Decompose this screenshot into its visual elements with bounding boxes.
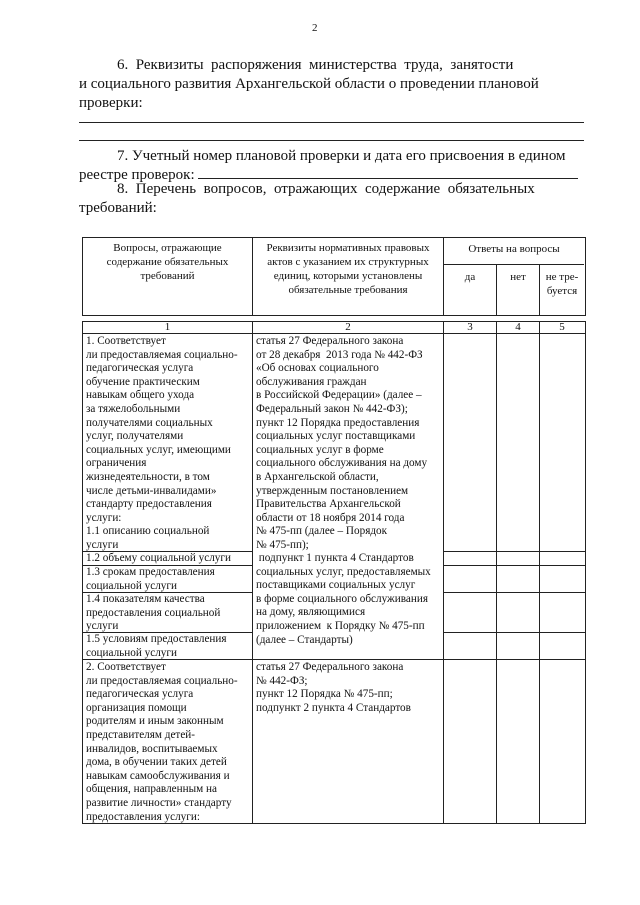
fill-line-1: [79, 122, 584, 123]
header-answers: Ответы на вопросы: [468, 243, 560, 255]
column-number-row-border: [82, 333, 585, 334]
question-1-2: 1.2 объему социальной услуги: [86, 552, 231, 564]
requisites-2-text: статья 27 Федерального закона № 442-ФЗ; пункт 12 Порядка № 475-пп; подпункт 2 пункта 4 Стандартов: [256, 661, 411, 714]
column-number: 5: [559, 321, 565, 333]
requisites-1-text: статья 27 Федерального закона от 28 декабря 2013 года № 442-ФЗ «Об основах социального обслуживания граждан в Российской Федерации» (далее – Федеральный закон № 442-ФЗ); пункт 12 Порядка предоставления социальных услуг поставщиками социальных услуг в форме социального обслуживания на дому в Архангельской области, утвержденным постановлением Правительства Архангельской области от 18 ноября 2014 года № 475-пп (далее – Порядок № 475-пп);: [256, 335, 428, 551]
header-requisites: Реквизиты нормативных правовых актов с указанием их структурных единиц, которыми установлены обязательные требования: [266, 242, 430, 296]
question-1-3: 1.3 срокам предоставления социальной услуги: [86, 566, 215, 592]
section-6-line2: и социального развития Архангельской области о проведении плановой: [79, 76, 539, 92]
header-no: нет: [510, 271, 526, 283]
requisites-1-2-5-text: подпункт 1 пункта 4 Стандартов социальных услуг, предоставляемых поставщиками социальных услуг в форме социального обслуживания на дому, являющимися приложением к Порядку № 475-пп (далее – Стандарты): [256, 552, 431, 646]
question-1-5: 1.5 условиям предоставления социальной услуги: [86, 633, 227, 659]
column-number: 4: [515, 321, 521, 333]
column-number: 2: [345, 321, 351, 333]
column-number: 1: [164, 321, 171, 333]
fill-line-2: [79, 140, 584, 141]
section-8-line2: требований:: [79, 200, 157, 216]
question-2-text: 2. Соответствует ли предоставляемая социально- педагогическая услуга организация помощи родителям и иным законным представителям детей- инвалидов, воспитываемых дома, в обучении таких детей навыкам самообслуживания и общения, направленным на развитие личности» стандарту предоставления услуги:: [86, 661, 238, 823]
section-6: [79, 56, 584, 113]
page-number: 2: [312, 22, 318, 34]
header-not-required: не тре- буется: [545, 271, 579, 297]
section-6-line1: 6. Реквизиты распоряжения министерства труда, занятости: [117, 57, 514, 73]
section-7-line1: 7. Учетный номер плановой проверки и дата его присвоения в едином: [117, 148, 566, 164]
question-1-text: 1. Соответствует ли предоставляемая социально- педагогическая услуга обучение практическим навыкам общего ухода за тяжелобольными получателями социальных услуг, получателями социальных услуг, имеющими ограничения жизнедеятельности, в том числе детьми-инвалидами» стандарту предоставления услуги: 1.1 описанию социальной услуги: [86, 335, 238, 551]
section-6-line3: проверки:: [79, 95, 143, 111]
header-questions: Вопросы, отражающие содержание обязательных требований: [106, 242, 229, 282]
column-number: 3: [467, 321, 473, 333]
section-8-line1: 8. Перечень вопросов, отражающих содержание обязательных: [117, 181, 535, 197]
registry-number-line: [198, 166, 578, 179]
section-7-line2: реестре проверок:: [79, 167, 195, 183]
header-yes: да: [464, 271, 476, 283]
section-8: [79, 180, 584, 218]
question-1-4: 1.4 показателям качества предоставления социальной услуги: [86, 593, 221, 633]
